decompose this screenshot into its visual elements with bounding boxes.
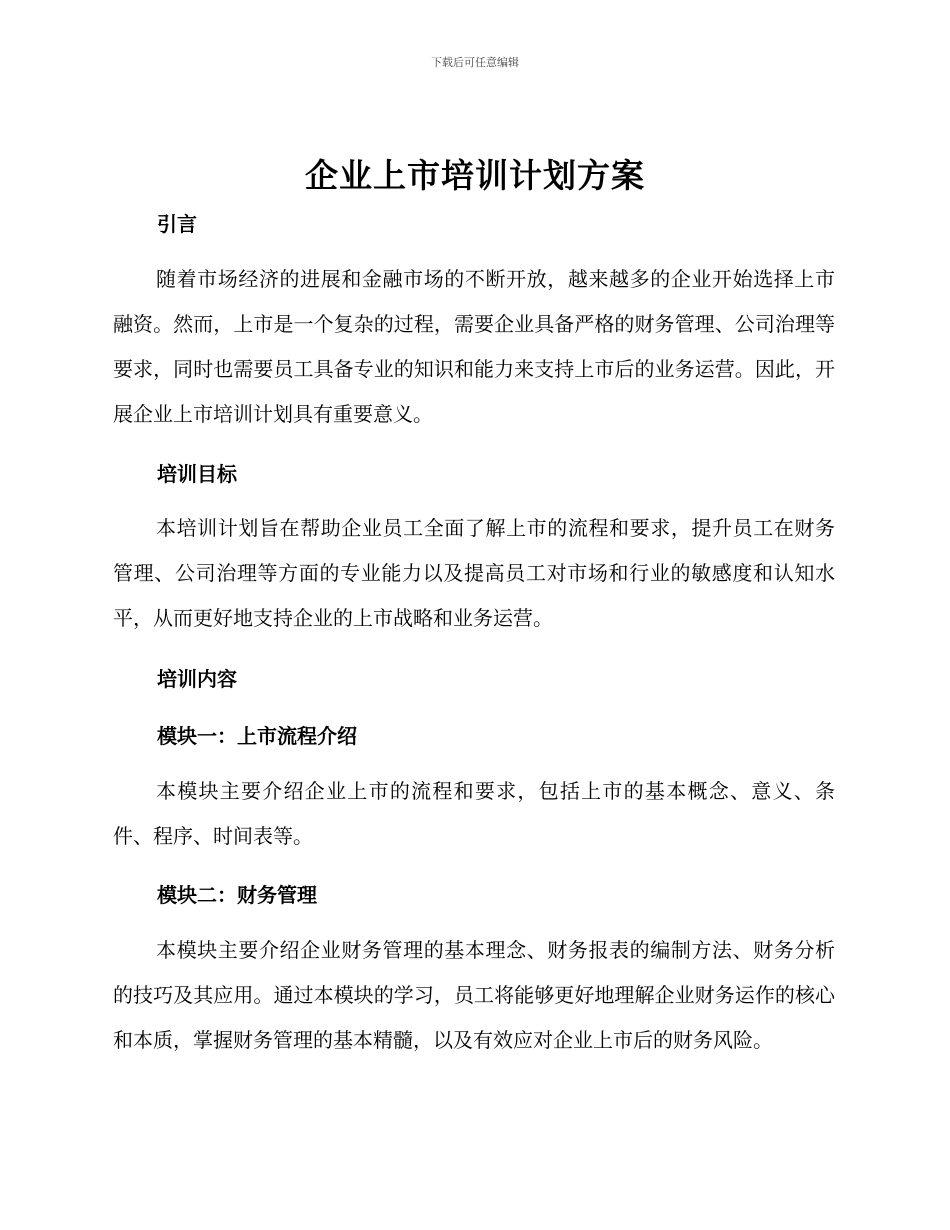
module1-heading: 模块一：上市流程介绍 xyxy=(157,724,357,748)
intro-paragraph: 随着市场经济的进展和金融市场的不断开放，越来越多的企业开始选择上市融资。然而，上市是一个复杂的过程，需要企业具备严格的财务管理、公司治理等要求，同时也需要员工具备专业的知识和能力来支持上市后的业务运营。因此，开展企业上市培训计划具有重要意义。 xyxy=(113,267,835,426)
goal-heading: 培训目标 xyxy=(157,462,237,486)
module1-paragraph: 本模块主要介绍企业上市的流程和要求，包括上市的基本概念、意义、条件、程序、时间表等。 xyxy=(113,779,835,848)
goal-paragraph: 本培训计划旨在帮助企业员工全面了解上市的流程和要求，提升员工在财务管理、公司治理等方面的专业能力以及提高员工对市场和行业的敏感度和认知水平，从而更好地支持企业的上市战略和业务运营。 xyxy=(113,516,835,630)
module2-paragraph: 本模块主要介绍企业财务管理的基本理念、财务报表的编制方法、财务分析的技巧及其应用。通过本模块的学习，员工将能够更好地理解企业财务运作的核心和本质，掌握财务管理的基本精髓，以及有效应对企业上市后的财务风险。 xyxy=(113,938,835,1052)
document-title: 企业上市培训计划方案 xyxy=(305,156,645,195)
intro-heading: 引言 xyxy=(157,212,197,236)
content-heading: 培训内容 xyxy=(157,667,237,691)
header-note: 下载后可任意编辑 xyxy=(431,56,519,69)
module2-heading: 模块二：财务管理 xyxy=(157,883,317,907)
